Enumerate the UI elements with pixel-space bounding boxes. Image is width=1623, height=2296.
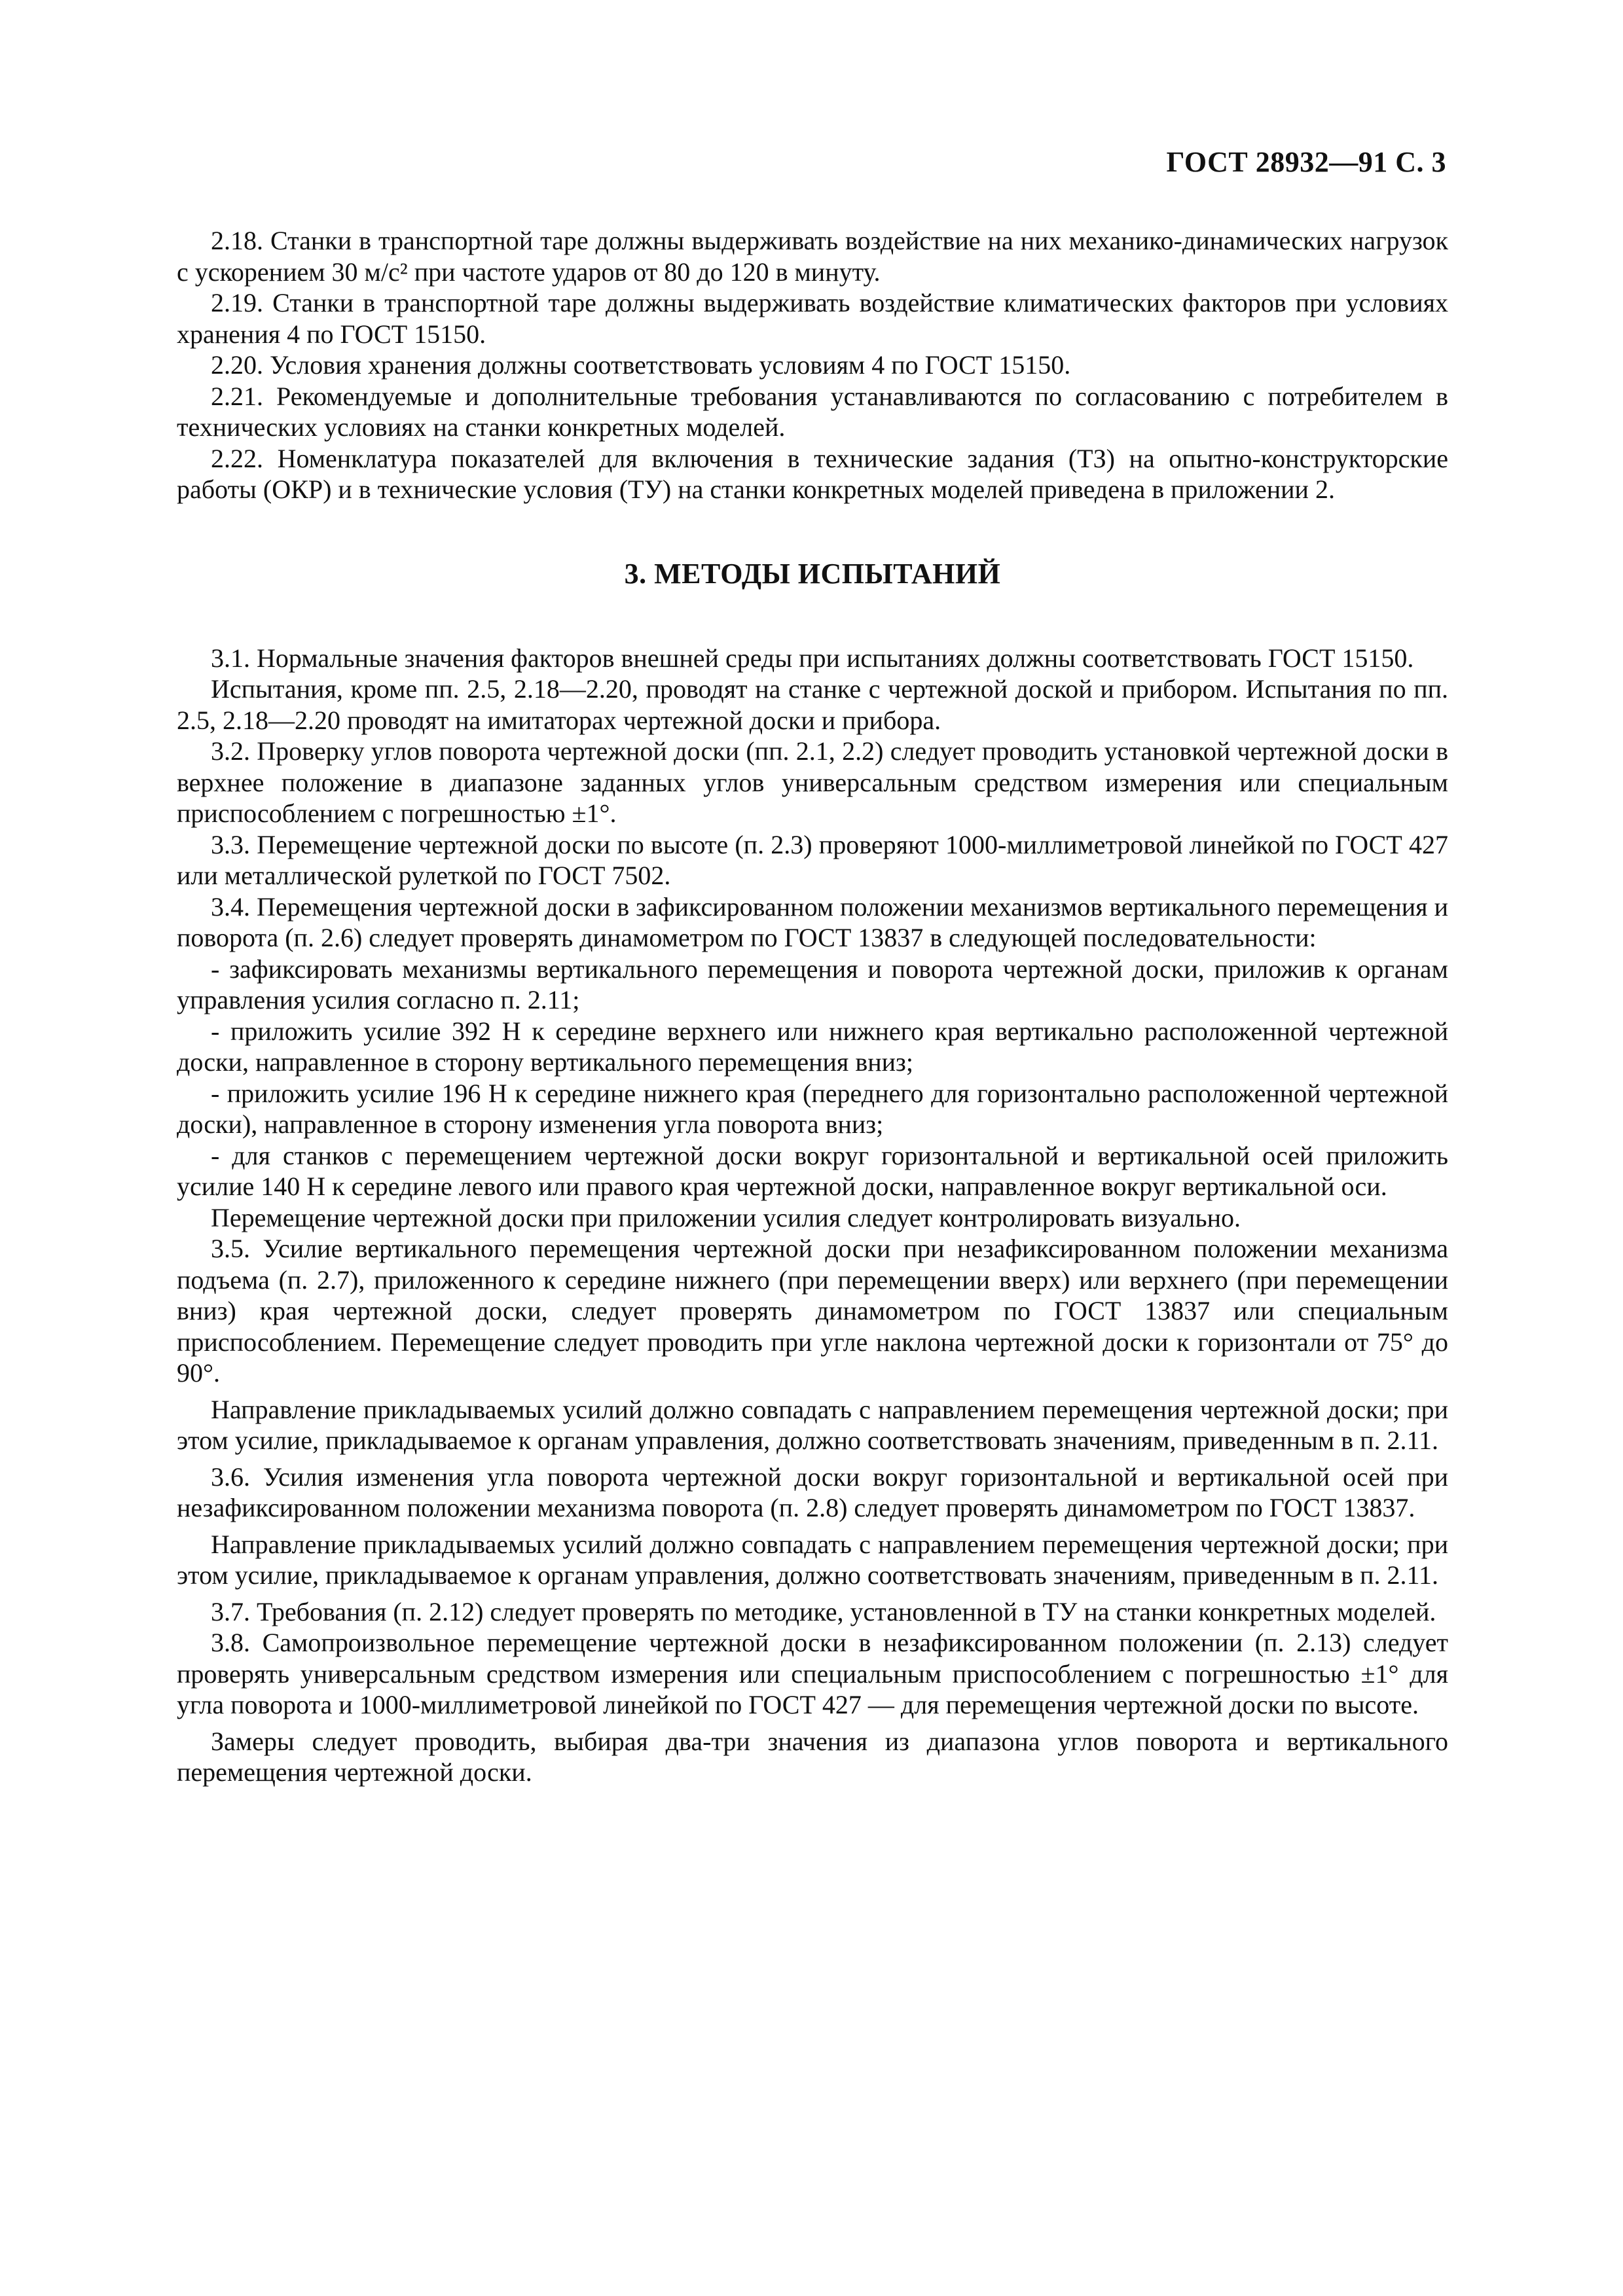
document-body — [177, 225, 1448, 1788]
paragraph-3-8-measurements: Замеры следует проводить, выбирая два-три значения из диапазона углов поворота и вертикального перемещения чертежной доски. — [177, 1726, 1448, 1787]
paragraph-3-4: 3.4. Перемещения чертежной доски в зафиксированном положении механизмов вертикального перемещения и поворота (п. 2.6) следует проверять динамометром по ГОСТ 13837 в следующей последовательности: — [177, 891, 1448, 952]
list-item-apply-140: - для станков с перемещением чертежной доски вокруг горизонтальной и вертикальной осей приложить усилие 140 Н к середине левого или правого края чертежной доски, направленное вокруг вертикальной оси. — [177, 1140, 1448, 1201]
paragraph-3-5: 3.5. Усилие вертикального перемещения чертежной доски при незафиксированном положении механизма подъема (п. 2.7), приложенного к середине нижнего (при перемещении вверх) или верхнего (при перемещении вниз) края чертежной доски, следует проверять динамометром по ГОСТ 13837 или специальным приспособлением. Перемещение следует проводить при угле наклона чертежной доски к горизонтали от 75° до 90°. — [177, 1234, 1448, 1388]
spacer — [177, 1456, 1448, 1462]
paragraph-2-21: 2.21. Рекомендуемые и дополнительные требования устанавливаются по согласованию с потребителем в технических условиях на станки конкретных моделей. — [177, 381, 1448, 442]
section-title: 3. МЕТОДЫ ИСПЫТАНИЙ — [624, 557, 1001, 590]
paragraph-3-7: 3.7. Требования (п. 2.12) следует проверять по методике, установленной в ТУ на станки конкретных моделей. — [211, 1596, 1436, 1626]
spacer — [177, 1721, 1448, 1726]
paragraph-3-3: 3.3. Перемещение чертежной доски по высоте (п. 2.3) проверяют 1000-миллиметровой линейкой по ГОСТ 427 или металлической рулеткой по ГОСТ 7502. — [177, 829, 1448, 890]
paragraph-3-6-direction: Направление прикладываемых усилий должно совпадать с направлением перемещения чертежной доски; при этом усилие, прикладываемое к органам управления, должно соответствовать значениям, приведенным в п. 2.11. — [177, 1529, 1448, 1590]
paragraph-3-1: 3.1. Нормальные значения факторов внешней среды при испытаниях должны соответствовать ГОСТ 15150. — [211, 643, 1414, 673]
spacer — [177, 1591, 1448, 1596]
paragraph-3-8: 3.8. Самопроизвольное перемещение чертежной доски в незафиксированном положении (п. 2.13) следует проверять универсальным средством измерения или специальным приспособлением с погрешностью ±1° для угла поворота и 1000-миллиметровой линейкой по ГОСТ 427 — для перемещения чертежной доски по высоте. — [177, 1628, 1448, 1719]
page-header-doc-ref: ГОСТ 28932—91 С. 3 — [1166, 146, 1446, 178]
list-item-fix-mechanisms: - зафиксировать механизмы вертикального перемещения и поворота чертежной доски, приложив к органам управления усилия согласно п. 2.11; — [177, 954, 1448, 1014]
paragraph-3-1-tests: Испытания, кроме пп. 2.5, 2.18—2.20, проводят на станке с чертежной доской и прибором. Испытания по пп. 2.5, 2.18—2.20 проводят на имитаторах чертежной доски и прибора. — [177, 674, 1448, 735]
list-item-apply-392: - приложить усилие 392 Н к середине верхнего или нижнего края вертикально расположенной чертежной доски, направленное в сторону вертикального перемещения вниз; — [177, 1016, 1448, 1077]
paragraph-3-6: 3.6. Усилия изменения угла поворота чертежной доски вокруг горизонтальной и вертикальной осей при незафиксированном положении механизма поворота (п. 2.8) следует проверять динамометром по ГОСТ 13837. — [177, 1462, 1448, 1522]
spacer — [177, 1524, 1448, 1529]
paragraph-2-22: 2.22. Номенклатура показателей для включения в технические задания (ТЗ) на опытно-конструкторские работы (ОКР) и в технические условия (ТУ) на станки конкретных моделей приведена в приложении 2. — [177, 443, 1448, 504]
paragraph-2-18: 2.18. Станки в транспортной таре должны выдерживать воздействие на них механико-динамических нагрузок с ускорением 30 м/с² при частоте ударов от 80 до 120 в минуту. — [177, 226, 1448, 287]
paragraph-3-4-visual: Перемещение чертежной доски при приложении усилия следует контролировать визуально. — [211, 1202, 1241, 1232]
list-item-apply-196: - приложить усилие 196 Н к середине нижнего края (переднего для горизонтально расположенной чертежной доски), направленное в сторону изменения угла поворота вниз; — [177, 1078, 1448, 1139]
paragraph-3-5-direction: Направление прикладываемых усилий должно совпадать с направлением перемещения чертежной доски; при этом усилие, прикладываемое к органам управления, должно соответствовать значениям, приведенным в п. 2.11. — [177, 1394, 1448, 1455]
paragraph-2-20: 2.20. Условия хранения должны соответствовать условиям 4 по ГОСТ 15150. — [211, 350, 1071, 380]
paragraph-2-19: 2.19. Станки в транспортной таре должны выдерживать воздействие климатических факторов при условиях хранения 4 по ГОСТ 15150. — [177, 288, 1448, 349]
paragraph-3-2: 3.2. Проверку углов поворота чертежной доски (пп. 2.1, 2.2) следует проводить установкой чертежной доски в верхнее положение в диапазоне заданных углов универсальным средством измерения или специальным приспособлением с погрешностью ±1°. — [177, 736, 1448, 828]
spacer — [177, 1389, 1448, 1394]
